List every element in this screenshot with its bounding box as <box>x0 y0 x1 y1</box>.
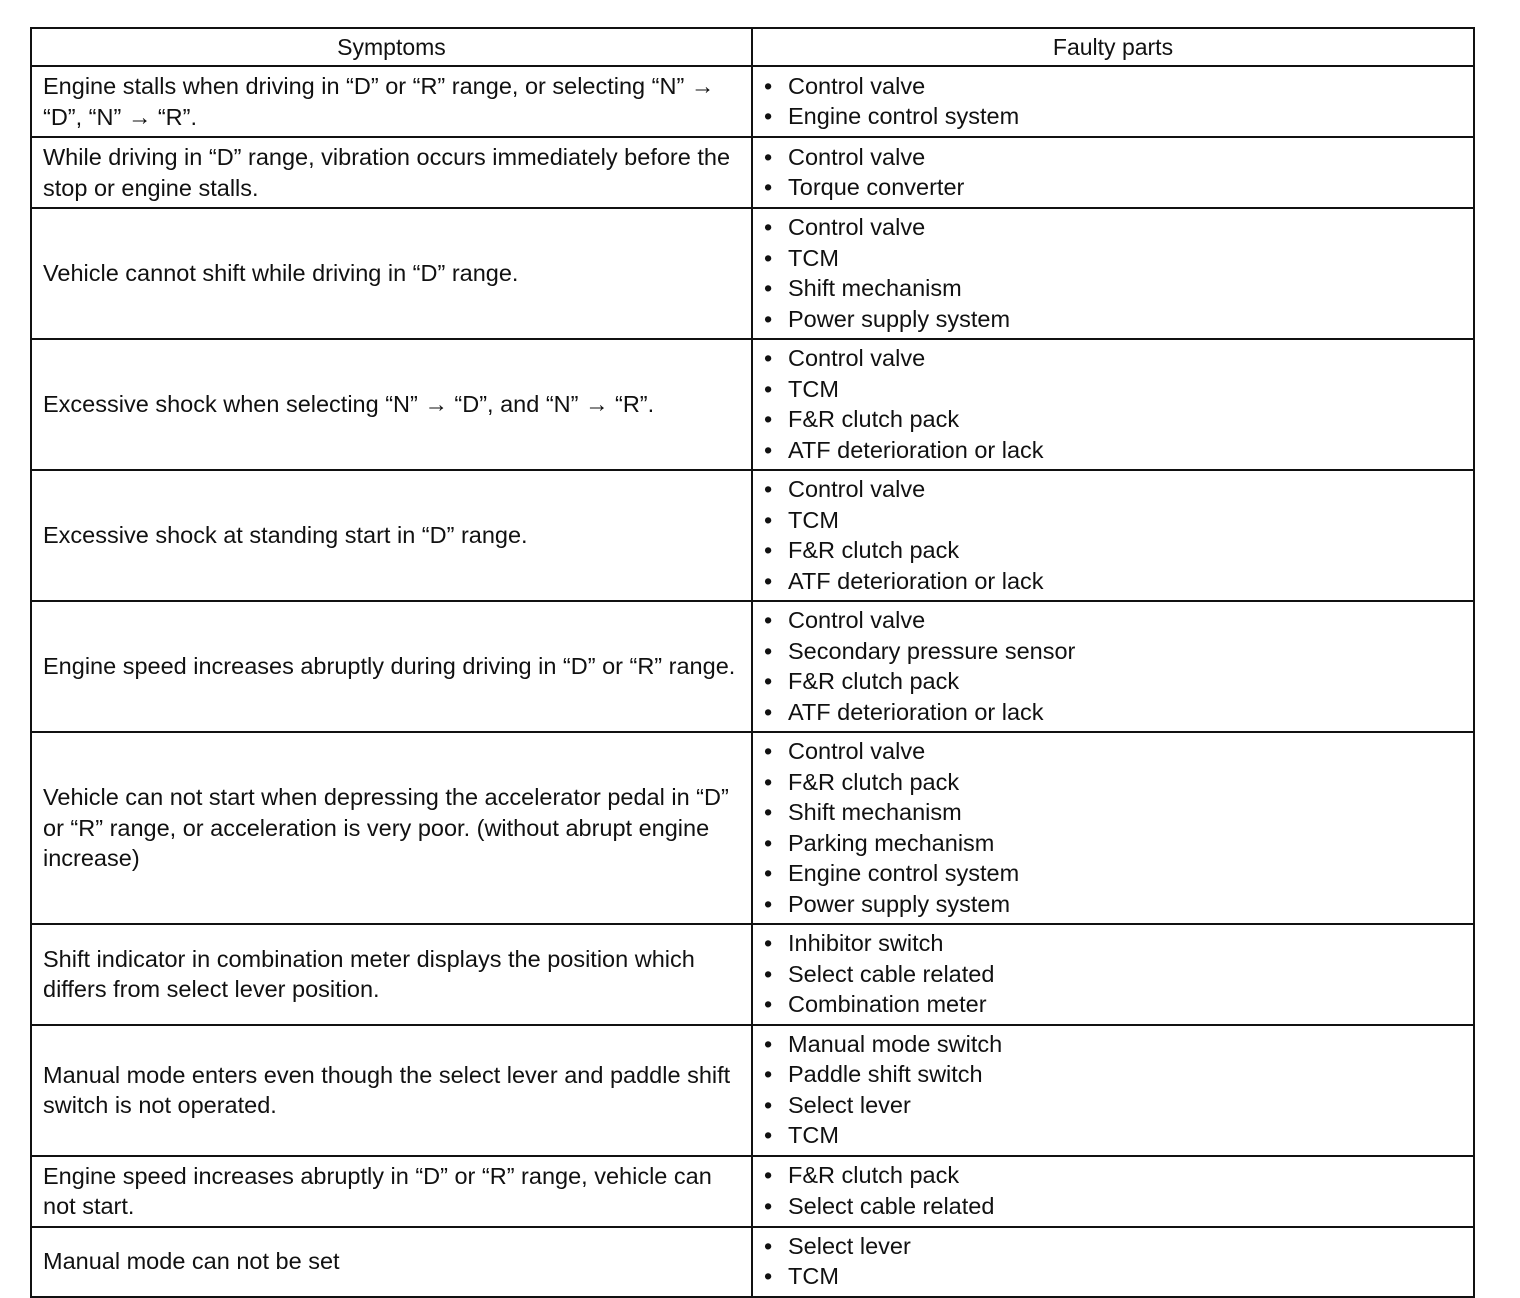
faulty-part-item: • TCM <box>764 374 1463 405</box>
faulty-part-item: • Control valve <box>764 736 1463 767</box>
faulty-part-item: • TCM <box>764 505 1463 536</box>
faulty-part-item: • Select cable related <box>764 959 1463 990</box>
faulty-parts-cell <box>752 601 1474 732</box>
faulty-part-item: • F&R clutch pack <box>764 767 1463 798</box>
faulty-part-item: • Power supply system <box>764 304 1463 335</box>
symptom-cell: Engine speed increases abruptly during driving in “D” or “R” range. <box>31 601 752 732</box>
faulty-part-item: • ATF deterioration or lack <box>764 566 1463 597</box>
faulty-part-item: • Select lever <box>764 1231 1463 1262</box>
symptom-cell: Manual mode enters even though the select lever and paddle shift switch is not operated. <box>31 1025 752 1156</box>
symptoms-column-header: Symptoms <box>31 28 752 66</box>
faulty-parts-list <box>764 343 1463 465</box>
symptom-cell: Excessive shock when selecting “N” → “D”, and “N” → “R”. <box>31 339 752 470</box>
table-row <box>31 601 1474 732</box>
table-row <box>31 470 1474 601</box>
faulty-part-item: • TCM <box>764 1261 1463 1292</box>
table-row <box>31 208 1474 339</box>
faulty-part-item: • Control valve <box>764 71 1463 102</box>
symptom-cell: Manual mode can not be set <box>31 1227 752 1297</box>
symptom-table <box>30 27 1475 1298</box>
symptom-cell: Engine speed increases abruptly in “D” or “R” range, vehicle can not start. <box>31 1156 752 1227</box>
faulty-parts-list <box>764 605 1463 727</box>
faulty-parts-cell <box>752 1156 1474 1227</box>
faulty-part-item: • Engine control system <box>764 858 1463 889</box>
symptom-cell: Vehicle can not start when depressing the accelerator pedal in “D” or “R” range, or acceleration is very poor. (without abrupt engine increase) <box>31 732 752 924</box>
faulty-parts-cell <box>752 470 1474 601</box>
faulty-part-item: • Control valve <box>764 474 1463 505</box>
faulty-part-item: • Inhibitor switch <box>764 928 1463 959</box>
faulty-parts-cell <box>752 1025 1474 1156</box>
table-row <box>31 1025 1474 1156</box>
faulty-part-item: • Shift mechanism <box>764 797 1463 828</box>
faulty-part-item: • Control valve <box>764 212 1463 243</box>
symptom-cell: While driving in “D” range, vibration occurs immediately before the stop or engine stalls. <box>31 137 752 208</box>
table-row <box>31 1156 1474 1227</box>
symptom-cell: Shift indicator in combination meter displays the position which differs from select lever position. <box>31 924 752 1025</box>
faulty-part-item: • F&R clutch pack <box>764 666 1463 697</box>
faulty-parts-cell <box>752 1227 1474 1297</box>
header-row <box>31 28 1474 66</box>
faulty-parts-cell <box>752 732 1474 924</box>
faulty-part-item: • F&R clutch pack <box>764 1160 1463 1191</box>
table-row <box>31 1227 1474 1297</box>
faulty-part-item: • Torque converter <box>764 172 1463 203</box>
faulty-part-item: • Manual mode switch <box>764 1029 1463 1060</box>
faulty-part-item: • Combination meter <box>764 989 1463 1020</box>
faulty-parts-list <box>764 1231 1463 1292</box>
faulty-parts-list <box>764 928 1463 1020</box>
faulty-part-item: • ATF deterioration or lack <box>764 697 1463 728</box>
faulty-part-item: • ATF deterioration or lack <box>764 435 1463 466</box>
faulty-part-item: • Paddle shift switch <box>764 1059 1463 1090</box>
faulty-parts-list <box>764 736 1463 919</box>
faulty-part-item: • Secondary pressure sensor <box>764 636 1463 667</box>
faulty-parts-list <box>764 474 1463 596</box>
table-row <box>31 732 1474 924</box>
faulty-part-item: • Select lever <box>764 1090 1463 1121</box>
faulty-part-item: • Control valve <box>764 605 1463 636</box>
faulty-part-item: • TCM <box>764 1120 1463 1151</box>
faulty-parts-list <box>764 212 1463 334</box>
table-header <box>31 28 1474 66</box>
faulty-part-item: • Control valve <box>764 142 1463 173</box>
symptom-cell: Excessive shock at standing start in “D” range. <box>31 470 752 601</box>
table-row <box>31 339 1474 470</box>
faulty-parts-list <box>764 71 1463 132</box>
faulty-parts-cell <box>752 66 1474 137</box>
faulty-part-item: • TCM <box>764 243 1463 274</box>
faulty-parts-cell <box>752 339 1474 470</box>
faulty-parts-cell <box>752 924 1474 1025</box>
faulty-parts-list <box>764 142 1463 203</box>
faulty-part-item: • Shift mechanism <box>764 273 1463 304</box>
faulty-part-item: • F&R clutch pack <box>764 535 1463 566</box>
faulty-part-item: • Select cable related <box>764 1191 1463 1222</box>
table-body <box>31 66 1474 1297</box>
faulty-parts-list <box>764 1029 1463 1151</box>
symptom-cell: Vehicle cannot shift while driving in “D” range. <box>31 208 752 339</box>
faulty-part-item: • Engine control system <box>764 101 1463 132</box>
faulty-part-item: • Power supply system <box>764 889 1463 920</box>
faulty-parts-list <box>764 1160 1463 1221</box>
symptom-cell: Engine stalls when driving in “D” or “R” range, or selecting “N” → “D”, “N” → “R”. <box>31 66 752 137</box>
faulty-part-item: • F&R clutch pack <box>764 404 1463 435</box>
faulty-parts-column-header: Faulty parts <box>752 28 1474 66</box>
faulty-parts-cell <box>752 208 1474 339</box>
faulty-parts-cell <box>752 137 1474 208</box>
faulty-part-item: • Control valve <box>764 343 1463 374</box>
table-row <box>31 137 1474 208</box>
table-row <box>31 66 1474 137</box>
table-row <box>31 924 1474 1025</box>
faulty-part-item: • Parking mechanism <box>764 828 1463 859</box>
